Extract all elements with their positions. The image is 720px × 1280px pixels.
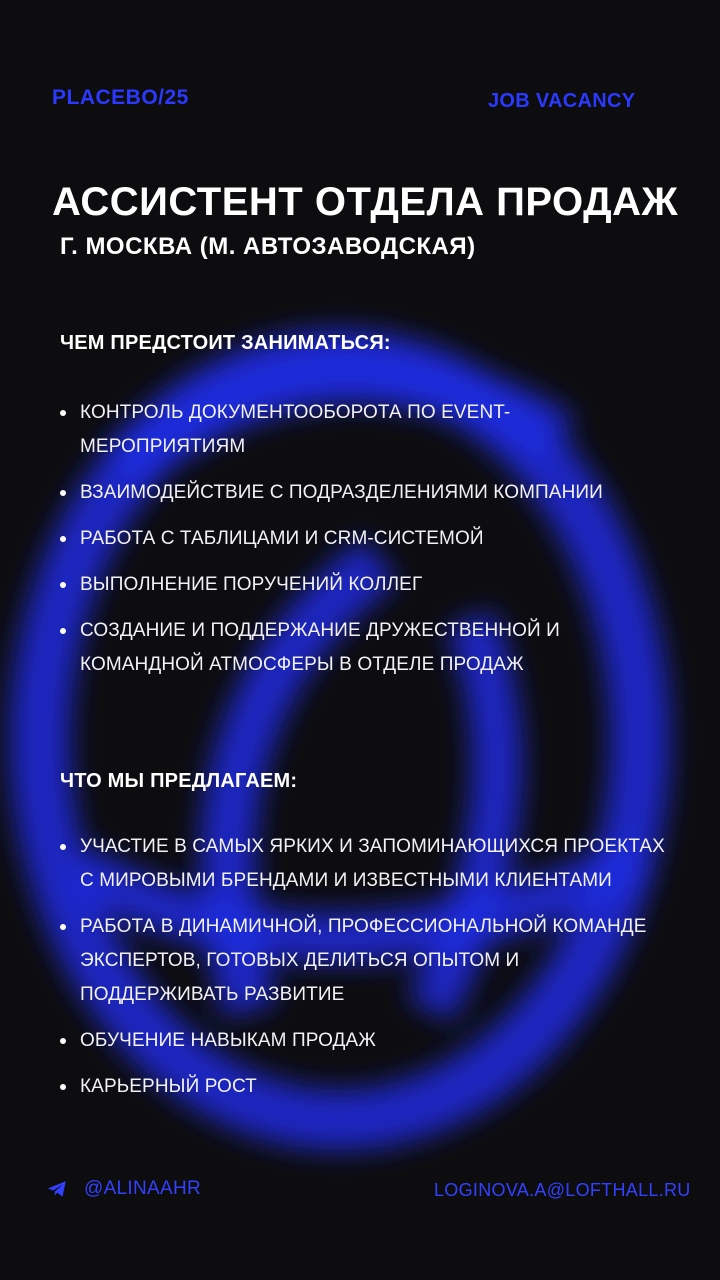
duties-heading: ЧЕМ ПРЕДСТОИТ ЗАНИМАТЬСЯ: xyxy=(60,332,391,354)
list-item xyxy=(60,1070,670,1104)
bullet-icon xyxy=(60,536,66,542)
email-link[interactable]: LOGINOVA.A@LOFTHALL.RU xyxy=(434,1180,691,1200)
list-item-text: ОБУЧЕНИЕ НАВЫКАМ ПРОДАЖ xyxy=(80,1030,376,1051)
telegram-handle-link[interactable]: @ALINAAHR xyxy=(84,1178,202,1199)
list-item xyxy=(60,830,670,898)
bullet-icon xyxy=(60,582,66,588)
list-item-text: КОНТРОЛЬ ДОКУМЕНТООБОРОТА ПО EVENT-МЕРОПРИЯТИЯМ xyxy=(80,402,511,457)
list-item-text: РАБОТА В ДИНАМИЧНОЙ, ПРОФЕССИОНАЛЬНОЙ КОМАНДЕ ЭКСПЕРТОВ, ГОТОВЫХ ДЕЛИТЬСЯ ОПЫТОМ И ПОДДЕРЖИВАТЬ РАЗВИТИЕ xyxy=(80,916,647,1005)
duties-list xyxy=(60,396,670,694)
brand-name: PLACEBO/25 xyxy=(52,86,189,109)
vacancy-location: Г. МОСКВА (М. АВТОЗАВОДСКАЯ) xyxy=(60,233,476,260)
job-vacancy-tag: JOB VACANCY xyxy=(488,90,636,112)
list-item xyxy=(60,396,670,464)
telegram-icon xyxy=(46,1178,68,1200)
list-item xyxy=(60,910,670,1012)
list-item-text: СОЗДАНИЕ И ПОДДЕРЖАНИЕ ДРУЖЕСТВЕННОЙ И КОМАНДНОЙ АТМОСФЕРЫ В ОТДЕЛЕ ПРОДАЖ xyxy=(80,620,560,675)
list-item xyxy=(60,522,670,556)
bullet-icon xyxy=(60,628,66,634)
list-item xyxy=(60,1024,670,1058)
list-item xyxy=(60,568,670,602)
list-item-text: УЧАСТИЕ В САМЫХ ЯРКИХ И ЗАПОМИНАЮЩИХСЯ ПРОЕКТАХ С МИРОВЫМИ БРЕНДАМИ И ИЗВЕСТНЫМИ КЛИЕНТАМИ xyxy=(80,836,665,891)
offer-list xyxy=(60,830,670,1116)
list-item xyxy=(60,476,670,510)
bullet-icon xyxy=(60,1084,66,1090)
bullet-icon xyxy=(60,490,66,496)
bullet-icon xyxy=(60,1038,66,1044)
list-item-text: ВЫПОЛНЕНИЕ ПОРУЧЕНИЙ КОЛЛЕГ xyxy=(80,574,423,595)
telegram-contact[interactable] xyxy=(46,1178,201,1200)
offer-heading: ЧТО МЫ ПРЕДЛАГАЕМ: xyxy=(60,770,298,792)
vacancy-title: АССИСТЕНТ ОТДЕЛА ПРОДАЖ xyxy=(52,180,679,224)
list-item-text: КАРЬЕРНЫЙ РОСТ xyxy=(80,1076,257,1097)
list-item-text: ВЗАИМОДЕЙСТВИЕ С ПОДРАЗДЕЛЕНИЯМИ КОМПАНИИ xyxy=(80,482,603,503)
bullet-icon xyxy=(60,924,66,930)
bullet-icon xyxy=(60,410,66,416)
list-item xyxy=(60,614,670,682)
bullet-icon xyxy=(60,844,66,850)
list-item-text: РАБОТА С ТАБЛИЦАМИ И CRM-СИСТЕМОЙ xyxy=(80,528,484,549)
